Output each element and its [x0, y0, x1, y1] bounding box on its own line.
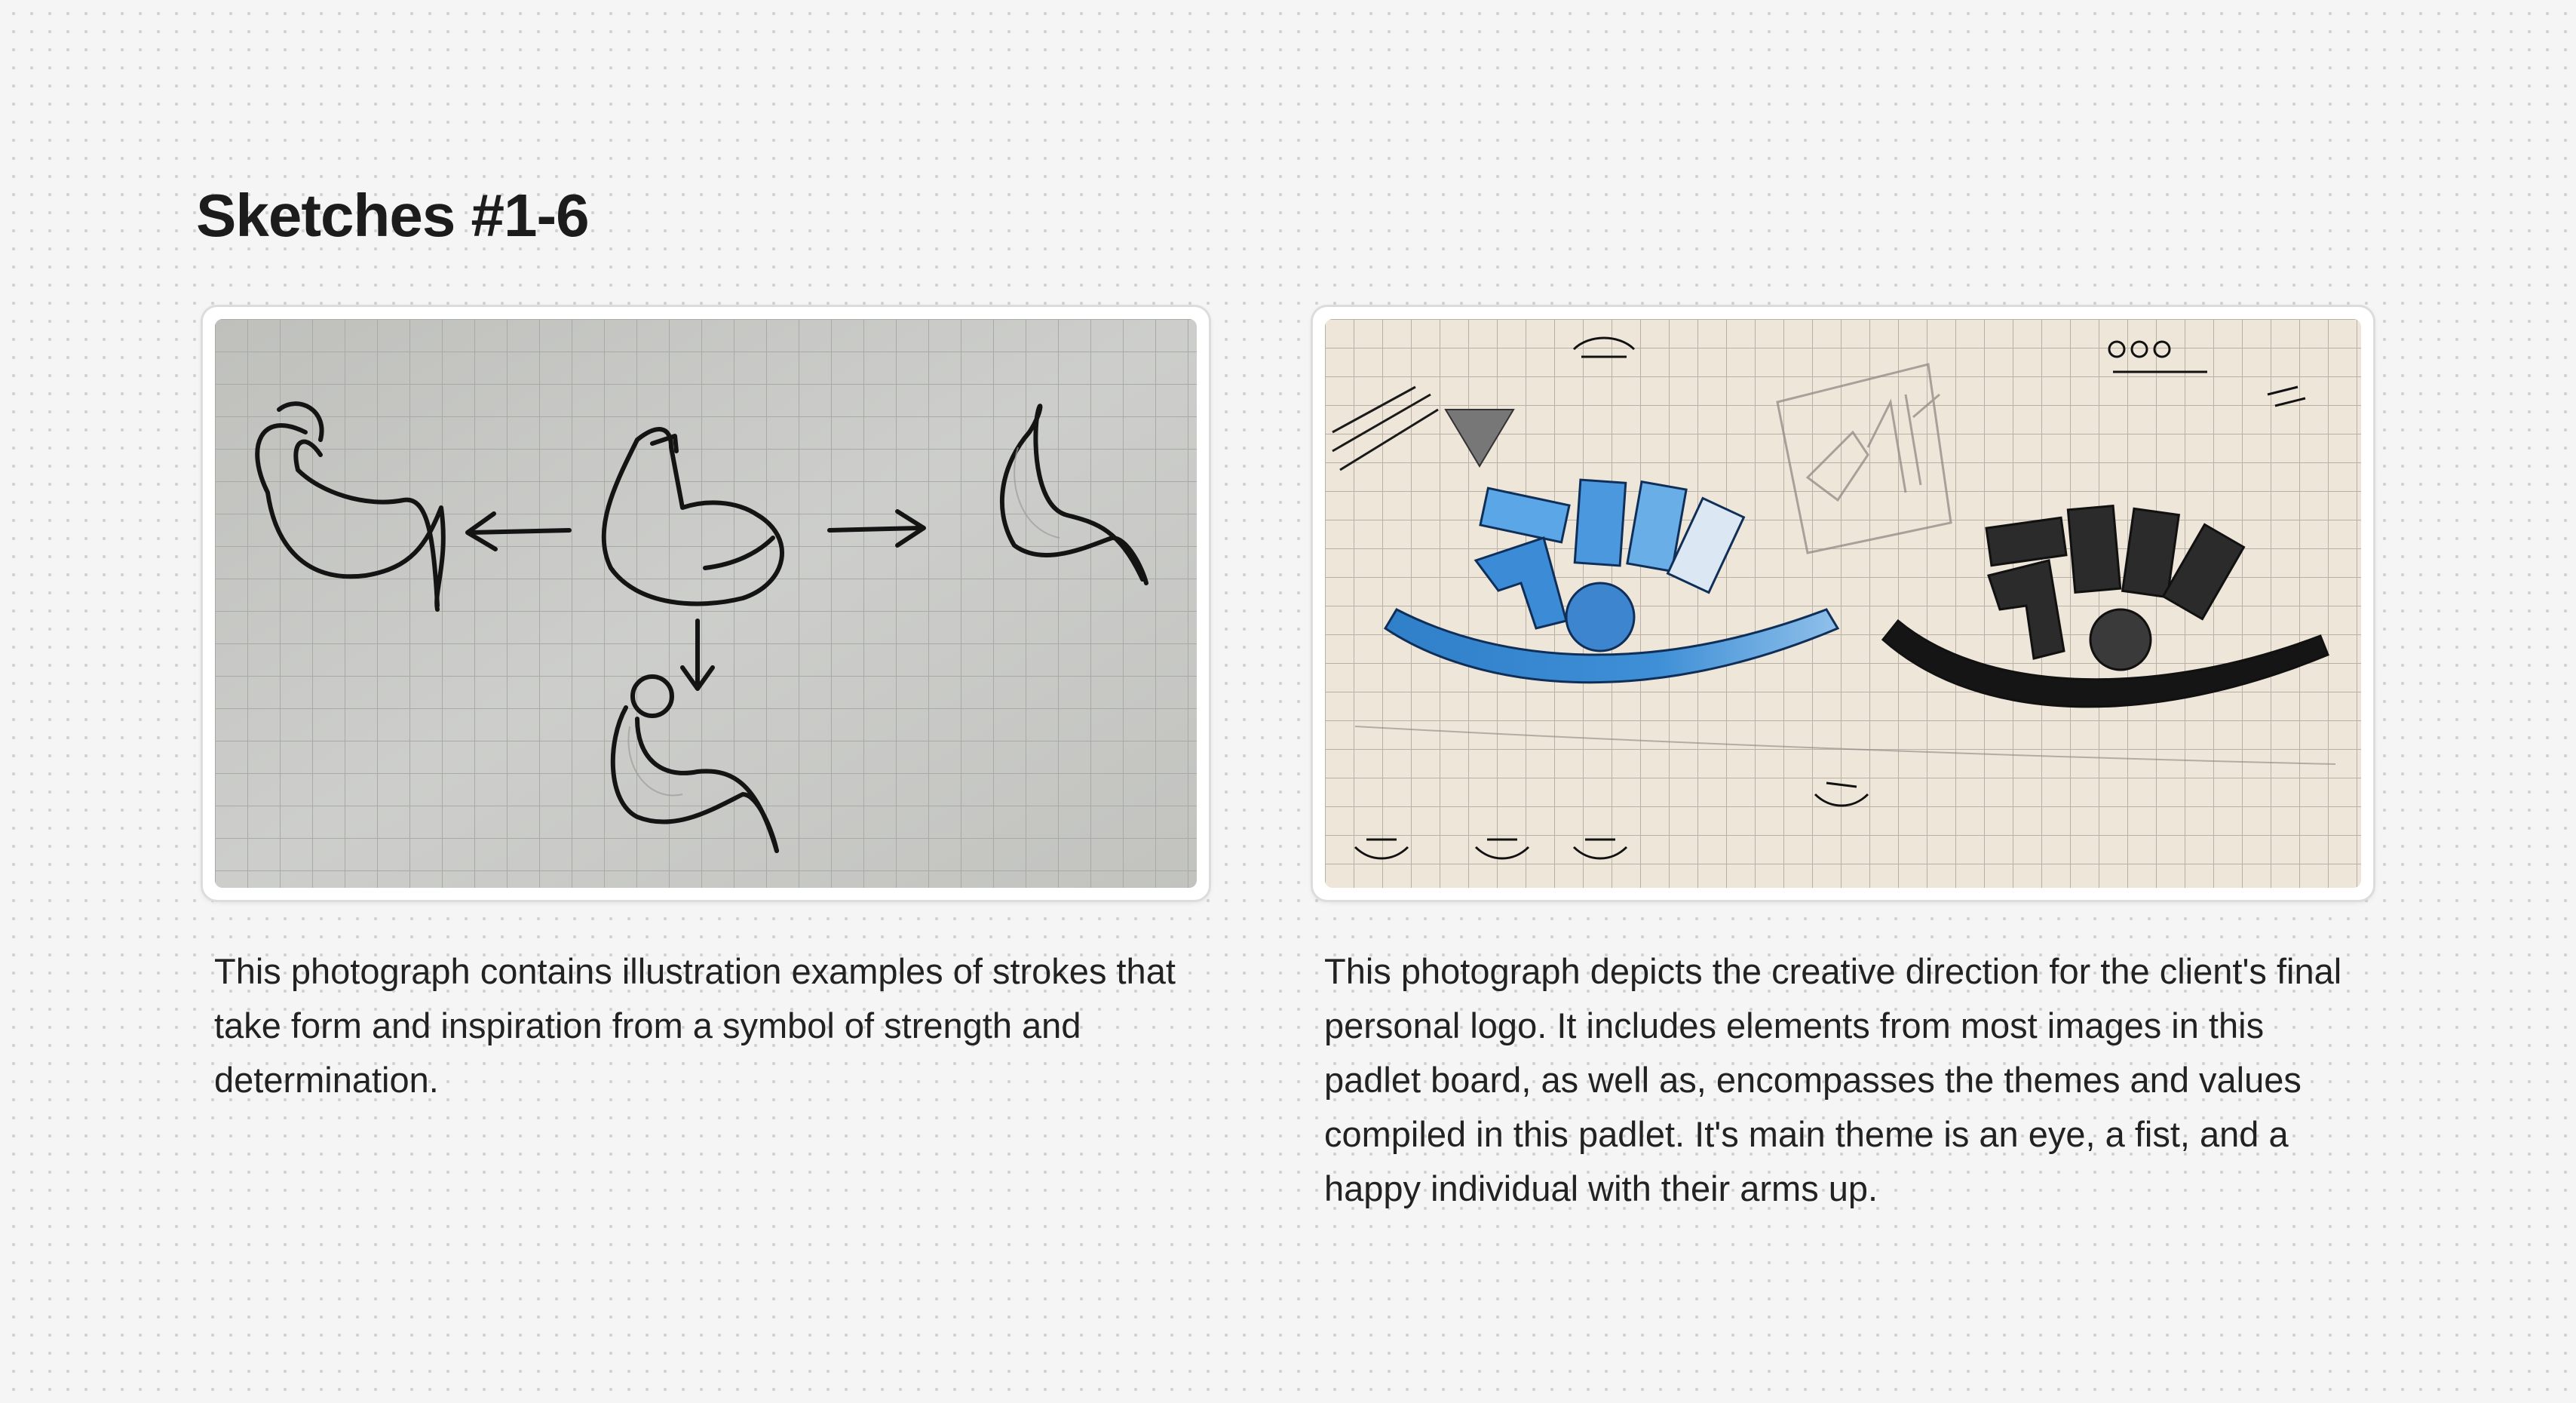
post-caption-1: This photograph contains illustration examples of strokes that take form and inspiration from a symbol of strength and determination. [214, 951, 1176, 1100]
post-card-1[interactable] [201, 305, 1211, 902]
eye-logo-sketch-photo-icon[interactable] [1325, 319, 2361, 888]
section-title: Sketches #1-6 [196, 182, 589, 249]
post-caption-2: This photograph depicts the creative direction for the client's final personal logo. It includes elements from most images in this padlet board, as well as, encompasses the themes and values compiled in this padlet. It's main theme is an eye, a fist, and a happy individual with their arms up. [1324, 951, 2342, 1208]
arm-sketch-photo-icon[interactable] [215, 319, 1197, 888]
post-card-2[interactable] [1311, 305, 2375, 902]
